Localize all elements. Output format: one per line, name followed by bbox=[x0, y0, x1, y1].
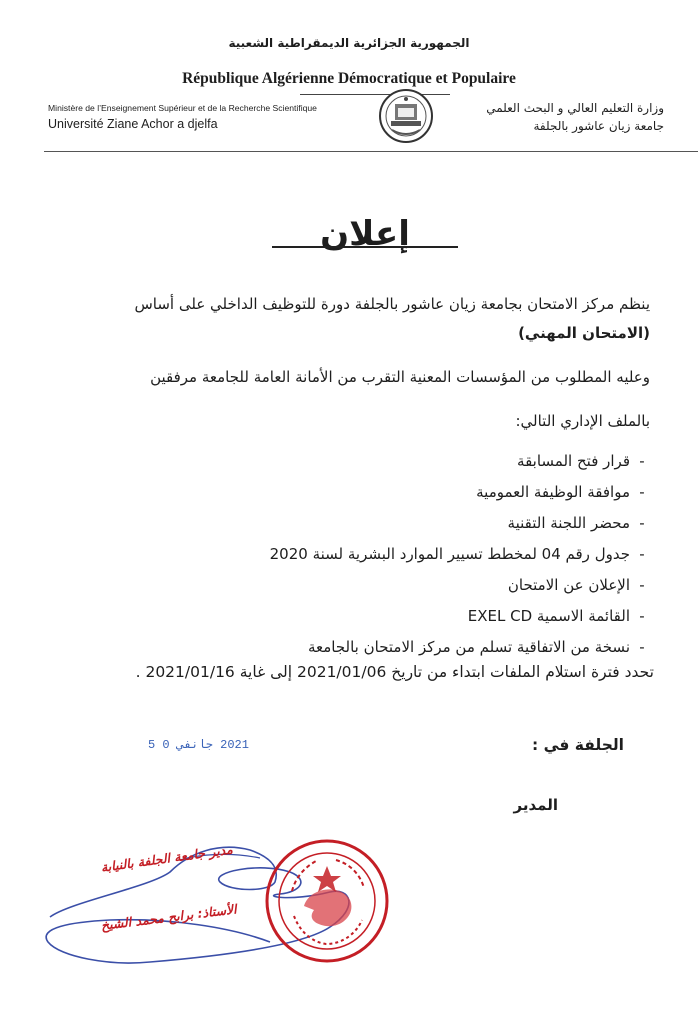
list-item: -محضر اللجنة التقنية bbox=[507, 514, 645, 532]
republic-french: République Algérienne Démocratique et Populaire bbox=[182, 70, 516, 87]
paragraph-2: وعليه المطلوب من المؤسسات المعنية التقرب من الأمانة العامة للجامعة مرفقين bbox=[150, 368, 650, 386]
ministry-arabic: وزارة التعليم العالي و البحث العلمي bbox=[486, 101, 664, 115]
paragraph-1-bold: (الامتحان المهني) bbox=[518, 324, 650, 342]
paragraph-1: ينظم مركز الامتحان بجامعة زيان عاشور بالجلفة دورة للتوظيف الداخلي على أساس bbox=[134, 295, 650, 313]
list-item: -جدول رقم 04 لمخطط تسيير الموارد البشرية لسنة 2020 bbox=[269, 545, 645, 563]
title-underline bbox=[272, 246, 458, 248]
signature-name: الأستاذ: برابح محمد الشيخ bbox=[100, 901, 238, 933]
signature-title: مدير جامعة الجلفة بالنيابة bbox=[100, 841, 234, 875]
paragraph-3: بالملف الإداري التالي: bbox=[515, 412, 650, 430]
official-seal-icon bbox=[262, 836, 392, 966]
date-stamp: 2021 جانفي 0 5 bbox=[148, 738, 249, 752]
list-item: -القائمة الاسمية EXEL CD bbox=[467, 607, 645, 625]
ministry-french: Ministère de l’Enseignement Supérieur et de la Recherche Scientifique bbox=[48, 103, 317, 113]
list-item: -قرار فتح المسابقة bbox=[517, 452, 645, 470]
submission-period: تحدد فترة استلام الملفات ابتداء من تاريخ 2021/01/06 إلى غاية 2021/01/16 . bbox=[135, 663, 654, 681]
university-french: Université Ziane Achor a djelfa bbox=[48, 117, 218, 131]
list-item: -نسخة من الاتفاقية تسلم من مركز الامتحان بالجامعة bbox=[307, 638, 645, 656]
header-divider bbox=[44, 151, 698, 152]
university-logo-icon bbox=[378, 88, 434, 144]
director-label: المدير bbox=[513, 796, 558, 814]
announcement-title: إعلان bbox=[320, 214, 410, 254]
required-documents-list bbox=[134, 446, 654, 663]
university-arabic: جامعة زيان عاشور بالجلفة bbox=[533, 119, 664, 133]
list-item: -الإعلان عن الامتحان bbox=[507, 576, 645, 594]
place-label: الجلفة في : bbox=[531, 736, 624, 754]
list-item: -موافقة الوظيفة العمومية bbox=[476, 483, 645, 501]
republic-arabic: الجمهورية الجزائرية الديمقراطية الشعبية bbox=[228, 36, 470, 50]
